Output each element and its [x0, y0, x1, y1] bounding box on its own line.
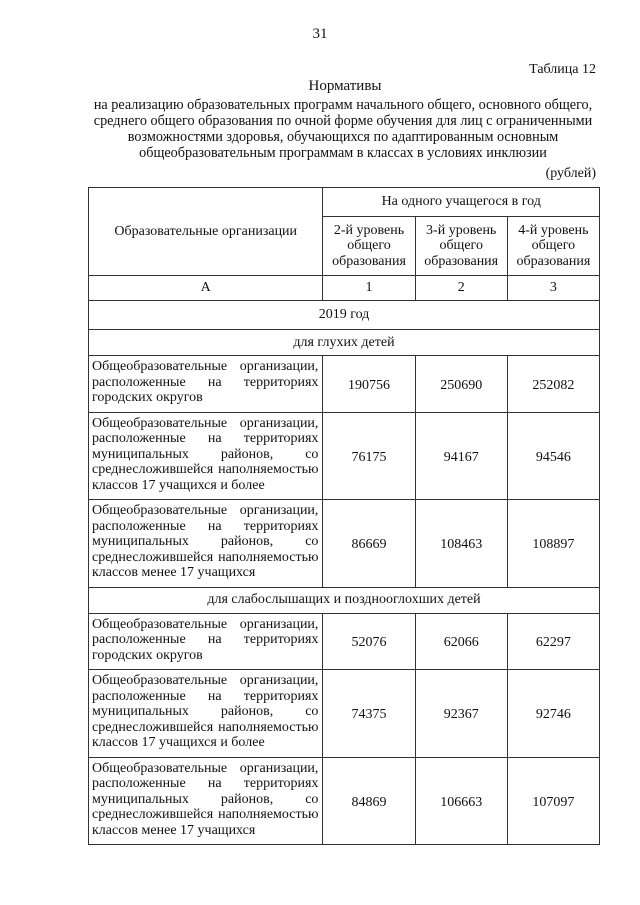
index-cell: 2 [415, 276, 507, 301]
value-cell: 108897 [507, 500, 599, 588]
header-level-4: 4-й уровень общего образования [507, 217, 599, 276]
year-cell: 2019 год [89, 301, 600, 330]
header-level-2: 2-й уровень общего образования [323, 217, 415, 276]
table-row [89, 613, 600, 670]
org-cell: Общеобразовательные организации, расположенные на территориях муниципальных районов, со среднесложившейся наполняемостью классов менее 17 учащихся [89, 500, 323, 588]
value-cell: 52076 [323, 613, 415, 670]
section-row [89, 587, 600, 613]
header-group: На одного учащегося в год [323, 188, 600, 217]
table-row [89, 412, 600, 500]
value-cell: 92367 [415, 670, 507, 758]
index-cell: 3 [507, 276, 599, 301]
value-cell: 94546 [507, 412, 599, 500]
table-row [89, 757, 600, 845]
value-cell: 62066 [415, 613, 507, 670]
org-cell: Общеобразовательные организации, расположенные на территориях городских округов [89, 613, 323, 670]
index-cell: 1 [323, 276, 415, 301]
org-cell: Общеобразовательные организации, расположенные на территориях муниципальных районов, со среднесложившейся наполняемостью классов менее 17 учащихся [89, 757, 323, 845]
value-cell: 106663 [415, 757, 507, 845]
document-title: Нормативы [308, 78, 382, 94]
value-cell: 92746 [507, 670, 599, 758]
value-cell: 107097 [507, 757, 599, 845]
table-row [89, 500, 600, 588]
year-row [89, 301, 600, 330]
value-cell: 74375 [323, 670, 415, 758]
value-cell: 86669 [323, 500, 415, 588]
page-number: 31 [312, 26, 328, 42]
value-cell: 84869 [323, 757, 415, 845]
value-cell: 62297 [507, 613, 599, 670]
value-cell: 252082 [507, 356, 599, 413]
value-cell: 94167 [415, 412, 507, 500]
value-cell: 250690 [415, 356, 507, 413]
index-cell: А [89, 276, 323, 301]
table-label: Таблица 12 [529, 62, 596, 77]
value-cell: 190756 [323, 356, 415, 413]
value-cell: 76175 [323, 412, 415, 500]
norms-table [88, 187, 600, 845]
section-title: для глухих детей [89, 330, 600, 356]
table-row [89, 670, 600, 758]
index-row [89, 276, 600, 301]
table-row [89, 356, 600, 413]
header-row-1 [89, 188, 600, 217]
section-row [89, 330, 600, 356]
document-subtitle: на реализацию образовательных программ начального общего, основного общего, среднего общего образования по очной форме обучения для лиц с ограниченными возможностями здоровья, обучающихся по адаптированным основным общеобразовательным программам в классах в условиях инклюзии [93, 97, 593, 161]
value-cell: 108463 [415, 500, 507, 588]
section-title: для слабослышащих и позднооглохших детей [89, 587, 600, 613]
header-org: Образовательные организации [89, 188, 323, 276]
org-cell: Общеобразовательные организации, расположенные на территориях муниципальных районов, со среднесложившейся наполняемостью классов 17 учащихся и более [89, 412, 323, 500]
org-cell: Общеобразовательные организации, расположенные на территориях муниципальных районов, со среднесложившейся наполняемостью классов 17 учащихся и более [89, 670, 323, 758]
units-label: (рублей) [545, 166, 596, 181]
header-level-3: 3-й уровень общего образования [415, 217, 507, 276]
org-cell: Общеобразовательные организации, расположенные на территориях городских округов [89, 356, 323, 413]
